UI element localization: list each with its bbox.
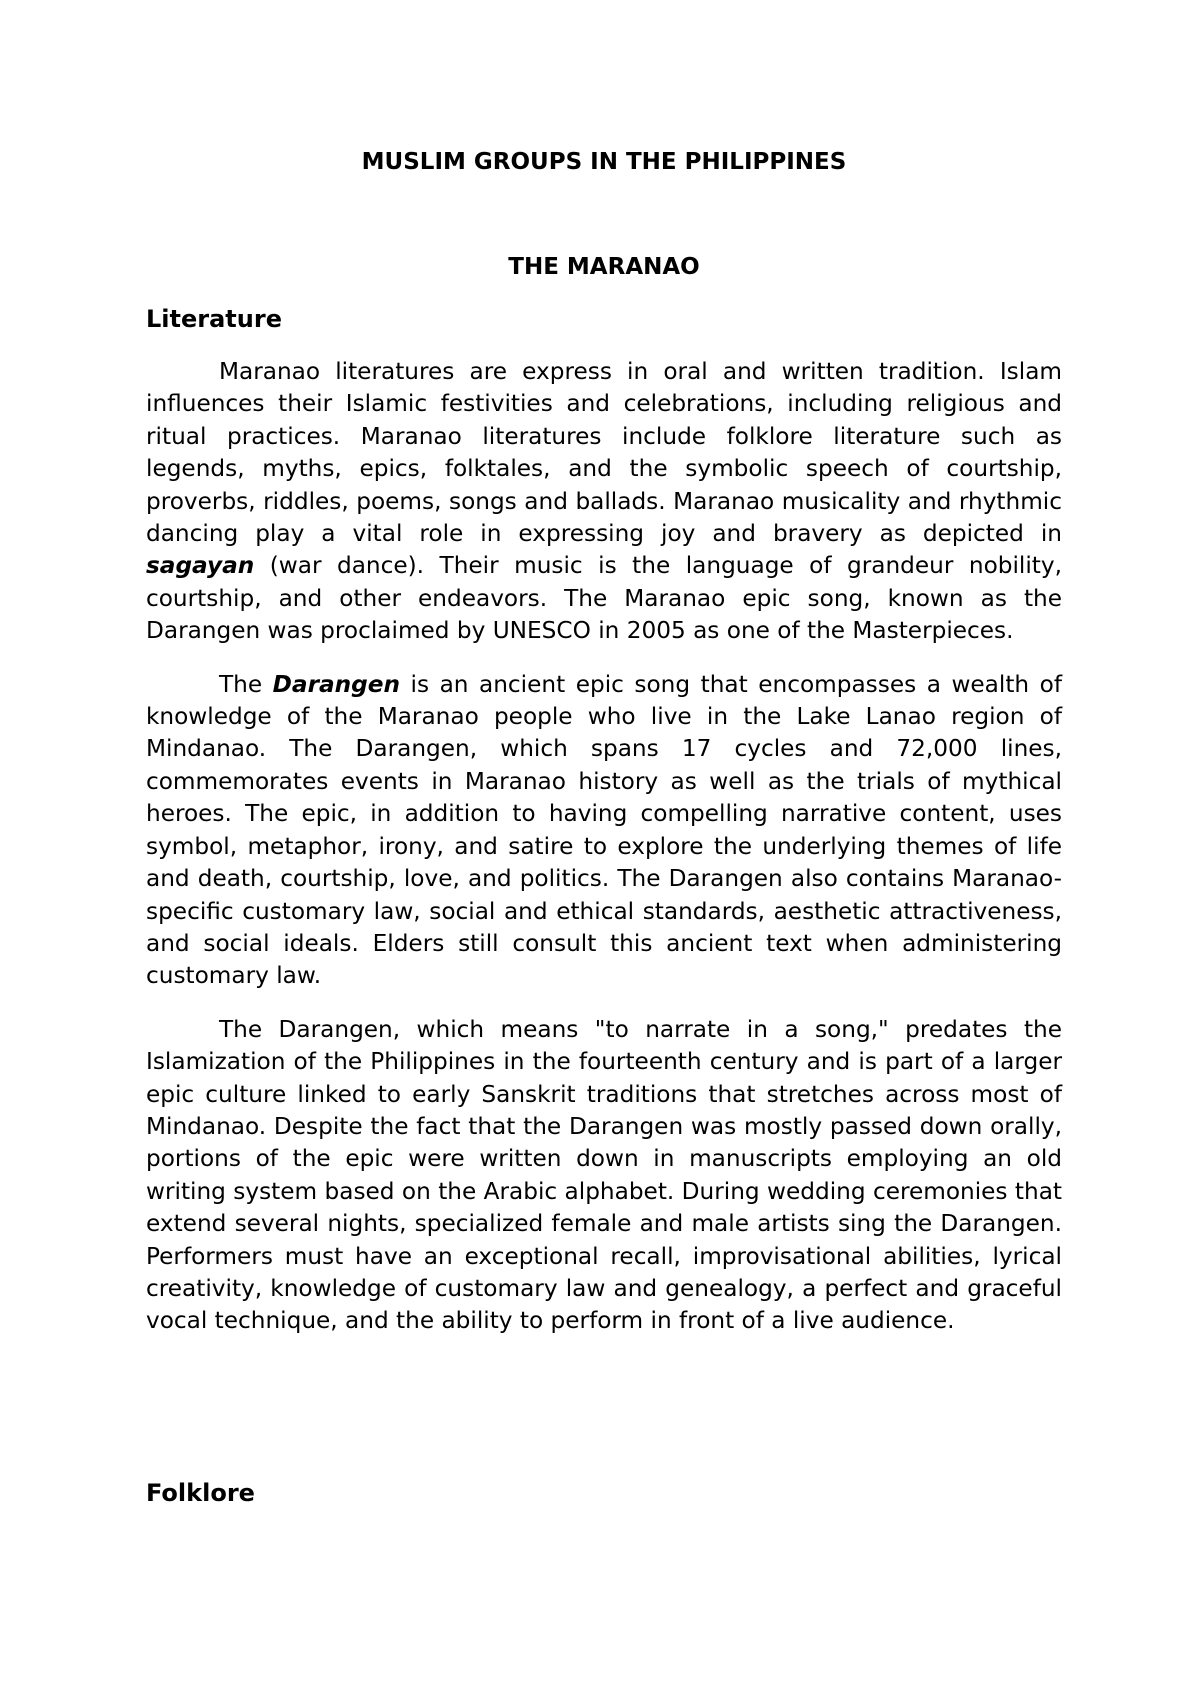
document-title: MUSLIM GROUPS IN THE PHILIPPINES xyxy=(361,149,847,175)
term-sagayan: sagayan xyxy=(146,552,255,580)
paragraph-1 xyxy=(146,356,1062,648)
heading-folklore: Folklore xyxy=(146,1479,255,1507)
paragraph-1-text-a: Maranao literatures are express in oral and written tradition. Islam influences their Islamic festivities and celebrations, including religious and ritual practices. Maranao literatures include folklore literature such as legends, myths, epics, folktales, and the symbolic speech of courtship, proverbs, riddles, poems, songs and ballads. Maranao musicality and rhythmic dancing play a vital role in expressing joy and bravery as depicted in xyxy=(146,358,1062,548)
paragraph-1-text-b: (war dance). Their music is the language of grandeur nobility, courtship, and other endeavors. The Maranao epic song, known as the Darangen was proclaimed by UNESCO in 2005 as one of the Masterpieces. xyxy=(146,552,1062,645)
paragraph-2-text-b: is an ancient epic song that encompasses a wealth of knowledge of the Maranao people who live in the Lake Lanao region of Mindanao. The Darangen, which spans 17 cycles and 72,000 lines, commemorates events in Maranao history as well as the trials of mythical heroes. The epic, in addition to having compelling narrative content, uses symbol, metaphor, irony, and satire to explore the underlying themes of life and death, courtship, love, and politics. The Darangen also contains Maranao-specific customary law, social and ethical standards, aesthetic attractiveness, and social ideals. Elders still consult this ancient text when administering customary law. xyxy=(146,670,1062,990)
heading-literature: Literature xyxy=(146,305,282,333)
paragraph-3: The Darangen, which means "to narrate in a song," predates the Islamization of the Philippines in the fourteenth century and is part of a larger epic culture linked to early Sanskrit traditions that stretches across most of Mindanao. Despite the fact that the Darangen was mostly passed down orally, portions of the epic were written down in manuscripts employing an old writing system based on the Arabic alphabet. During wedding ceremonies that extend several nights, specialized female and male artists sing the Darangen. Performers must have an exceptional recall, improvisational abilities, lyrical creativity, knowledge of customary law and genealogy, a perfect and graceful vocal technique, and the ability to perform in front of a live audience. xyxy=(146,1015,1062,1335)
section-title: THE MARANAO xyxy=(508,254,700,280)
literature-body xyxy=(146,356,1062,1359)
term-darangen: Darangen xyxy=(272,670,400,698)
paragraph-2-text-a: The xyxy=(219,670,273,698)
paragraph-2 xyxy=(146,669,1062,993)
